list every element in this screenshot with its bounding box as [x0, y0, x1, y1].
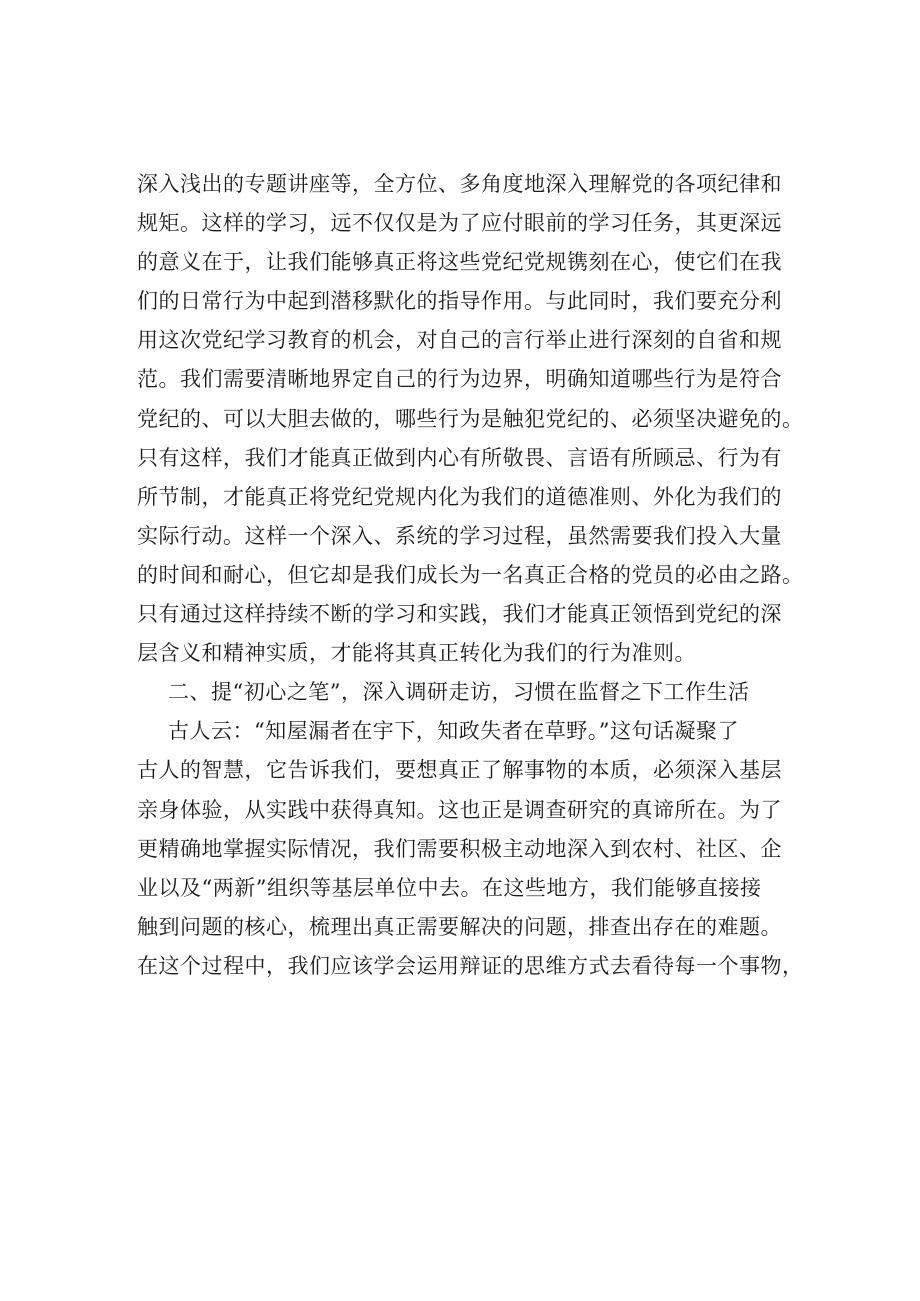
section-heading: 二、提“初心之笔”，深入调研走访，习惯在监督之下工作生活 [168, 680, 750, 705]
text-line: 所节制，才能真正将党纪党规内化为我们的道德准则、外化为我们的 [137, 484, 782, 509]
text-line: 的意义在于，让我们能够真正将这些党纪党规镌刻在心，使它们在我 [137, 250, 782, 275]
text-line: 只有通过这样持续不断的学习和实践，我们才能真正领悟到党纪的深 [137, 602, 782, 627]
text-line: 古人云：“知屋漏者在宇下，知政失者在草野。”这句话凝聚了 [168, 719, 739, 744]
text-line: 的时间和耐心，但它却是我们成长为一名真正合格的党员的必由之路。 [137, 562, 804, 587]
text-line: 深入浅出的专题讲座等，全方位、多角度地深入理解党的各项纪律和 [137, 172, 782, 196]
text-line: 范。我们需要清晰地界定自己的行为边界，明确知道哪些行为是符合 [137, 367, 782, 392]
text-line: 更精确地掌握实际情况，我们需要积极主动地深入到农村、社区、企 [137, 836, 782, 861]
text-line: 亲身体验，从实践中获得真知。这也正是调查研究的真谛所在。为了 [137, 797, 782, 822]
text-line: 触到问题的核心，梳理出真正需要解决的问题，排查出存在的难题。 [137, 914, 782, 939]
text-line: 用这次党纪学习教育的机会，对自己的言行举止进行深刻的自省和规 [137, 328, 782, 353]
text-line: 业以及“两新”组织等基层单位中去。在这些地方，我们能够直接接 [137, 875, 762, 900]
text-line: 层含义和精神实质，才能将其真正转化为我们的行为准则。 [137, 641, 696, 666]
text-line: 规矩。这样的学习，远不仅仅是为了应付眼前的学习任务，其更深远 [137, 211, 782, 236]
body-text [137, 165, 804, 986]
text-line: 实际行动。这样一个深入、系统的学习过程，虽然需要我们投入大量 [137, 523, 782, 548]
text-line: 只有这样，我们才能真正做到内心有所敬畏、言语有所顾忌、行为有 [137, 445, 782, 470]
text-line: 古人的智慧，它告诉我们，要想真正了解事物的本质，必须深入基层 [137, 758, 782, 783]
text-line: 在这个过程中，我们应该学会运用辩证的思维方式去看待每一个事物， [137, 953, 804, 978]
text-line: 党纪的、可以大胆去做的，哪些行为是触犯党纪的、必须坚决避免的。 [137, 406, 804, 431]
text-line: 们的日常行为中起到潜移默化的指导作用。与此同时，我们要充分利 [137, 289, 782, 314]
